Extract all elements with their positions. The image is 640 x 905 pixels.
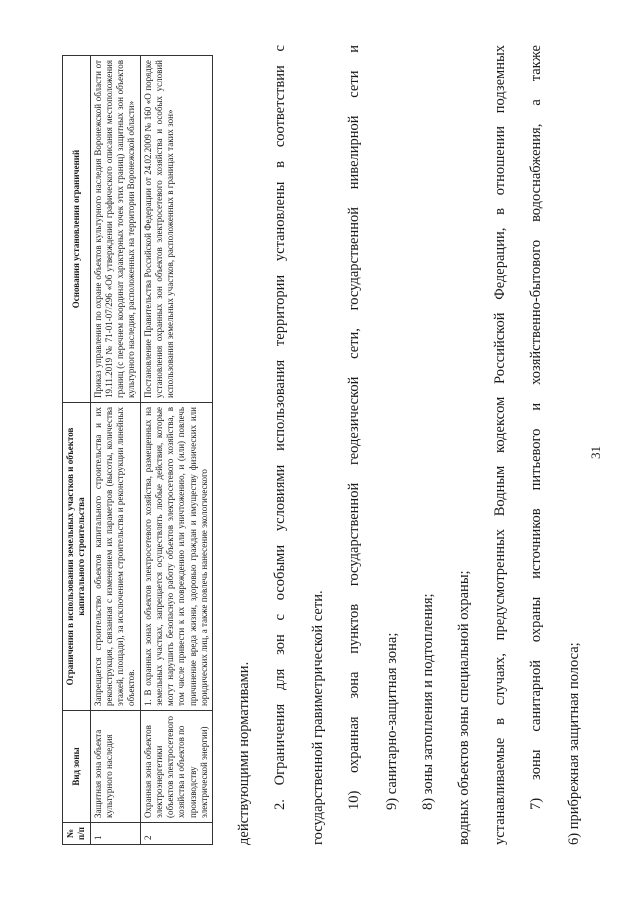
list-item-10-line-2: государственной гравиметрической сети. xyxy=(310,590,326,845)
row-zone-type: Охранная зона объектов электроэнергетики (объектов электросетевого хозяйства и объектов по производству электрической энергии) xyxy=(140,711,213,823)
header-restrictions: Ограничения в использовании земельных участков и объектов капитального строительства xyxy=(63,403,91,711)
list-item-7-line-3: водных объектов зоны специальной охраны; xyxy=(456,570,472,845)
list-item-7-line-2: устанавливаемые в случаях, предусмотренных Водным кодексом Российской Федерации, в отношении подземных xyxy=(492,45,508,845)
list-item-10-line-1: 10) охранная зона пунктов государственной геодезической сети, государственной нивелирной сети и xyxy=(346,45,362,810)
table-row xyxy=(140,56,213,845)
table-header-row xyxy=(63,56,91,845)
zones-table xyxy=(62,55,213,845)
list-item-8: 8) зоны затопления и подтопления; xyxy=(420,593,436,810)
row-basis: Приказ управления по охране объектов культурного наследия Воронежской области от 19.11.2019 № 71-01-07/296 «Об утверждении графического описания местоположения границ (с перечнем координат характерных точек этих границ) защитных зон объектов культурного наследия, расположенных на территории Воронежской области» xyxy=(90,56,140,403)
list-item-9: 9) санитарно-защитная зона; xyxy=(384,632,400,810)
row-restrictions: 1. В охранных зонах объектов электросетевого хозяйства, размещенных на земельных участках, запрещается осуществлять любые действия, которые могут нарушить безопасную работу объектов электросетевого хозяйства, в том числе привести к их повреждению или уничтожению, и (или) повлечь причинение вреда жизни, здоровью граждан и имуществу физических или юридических лиц, а также повлечь нанесение экологического xyxy=(140,403,213,711)
paragraph-2-line-2: действующими нормативами. xyxy=(236,661,252,845)
row-basis: Постановление Правительства Российской Федерации от 24.02.2009 № 160 «О порядке установления охранных зон объектов электросетевого хозяйства и особых условий использования земельных участков, расположенных в границах таких зон» xyxy=(140,56,213,403)
page-number: 31 xyxy=(588,446,603,459)
list-item-6: 6) прибрежная защитная полоса; xyxy=(566,642,582,845)
header-num: № п/п xyxy=(63,823,91,845)
list-item-7-line-1: 7) зоны санитарной охраны источников питьевого и хозяйственно-бытового водоснабжения, а также xyxy=(528,45,544,810)
paragraph-2-line-1: 2. Ограничения для зон с особыми условиями использования территории установлены в соответствии с xyxy=(272,45,288,810)
table-row xyxy=(90,56,140,845)
header-zone-type: Вид зоны xyxy=(63,711,91,823)
header-basis: Основания установления ограничений xyxy=(63,56,91,403)
row-zone-type: Защитная зона объекта культурного наследия xyxy=(90,711,140,823)
row-restrictions: Запрещается строительство объектов капитального строительства и их реконструкция, связанная с изменением их параметров (высоты, количества этажей, площади), за исключением строительства и реконструкции линейных объектов. xyxy=(90,403,140,711)
row-num: 1 xyxy=(90,823,140,845)
row-num: 2 xyxy=(140,823,213,845)
